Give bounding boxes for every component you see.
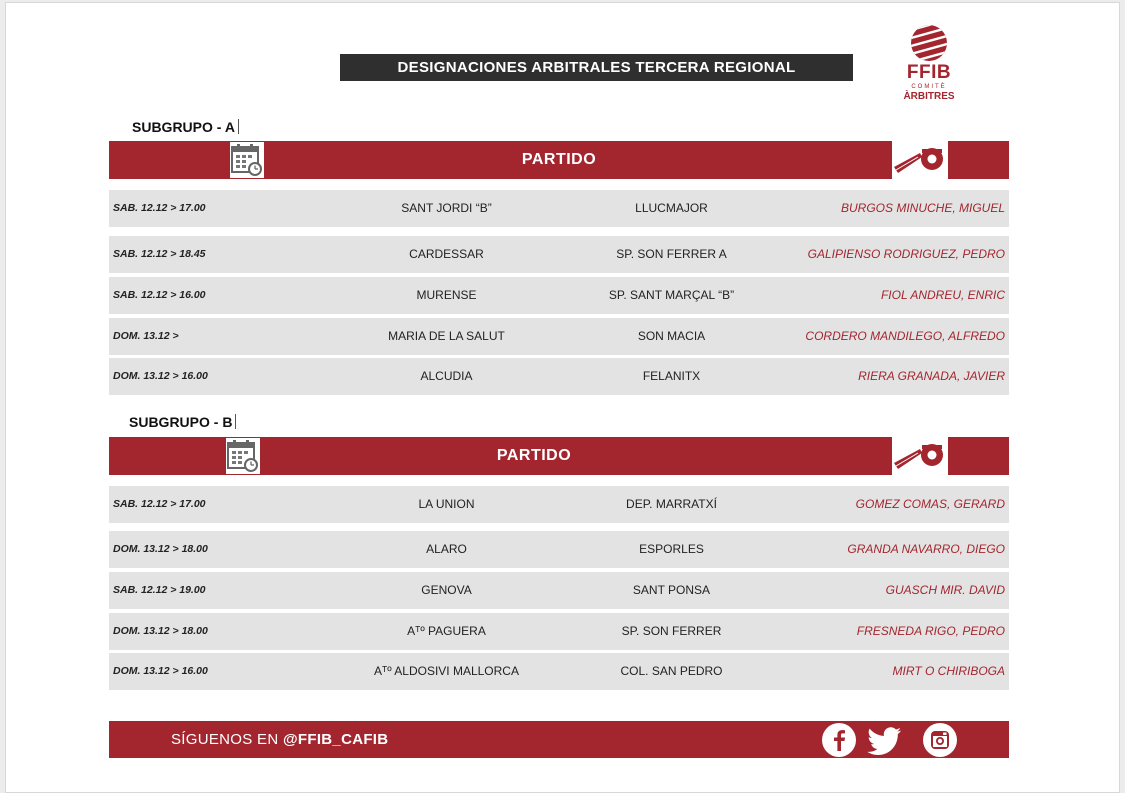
table-row [109,236,1009,273]
whistle-icon [892,141,948,179]
home-team: GENOVA [421,583,472,597]
home-team: LA UNION [418,497,475,511]
twitter-icon[interactable] [867,722,903,758]
subgroup-b-header [109,437,1009,475]
referee-name: BURGOS MINUCHE, MIGUEL [840,201,1005,215]
logo-ffib-text: FFIB [906,62,952,83]
away-team: FELANITX [642,369,701,383]
match-date: DOM. 13.12 > 18.00 [113,543,208,555]
match-date: SAB. 12.12 > 19.00 [113,584,206,596]
ffib-logo [894,24,964,106]
table-row [109,613,1009,650]
document-title [340,54,853,81]
away-team: SON MACIA [637,329,706,343]
away-team: DEP. MARRATXÍ [626,497,717,511]
facebook-icon[interactable] [821,722,857,758]
match-date: DOM. 13.12 > 18.00 [113,625,208,637]
logo-comite-text: COMITÈ [911,84,947,90]
match-date: DOM. 13.12 > 16.00 [113,665,208,677]
partido-label: PARTIDO [521,151,597,168]
instagram-icon[interactable] [922,722,958,758]
referee-name: GRANDA NAVARRO, DIEGO [847,542,1005,556]
subgroup-a-label: SUBGRUPO - A [132,119,235,135]
follow-label: SÍGUENOS EN [171,731,283,748]
social-handle[interactable]: @FFIB_CAFIB [282,731,389,748]
referee-name: GALIPIENSO RODRIGUEZ, PEDRO [807,247,1005,261]
referee-name: MIRT O CHIRIBOGA [892,664,1005,678]
subgroup-b-title [129,414,236,430]
table-row [109,318,1009,355]
referee-name: GOMEZ COMAS, GERARD [855,497,1005,511]
away-team: ESPORLES [639,542,704,556]
away-team: SP. SON FERRER A [616,247,727,261]
home-team: ALARO [426,542,467,556]
document-title-text: DESIGNACIONES ARBITRALES TERCERA REGIONAL [397,59,796,76]
home-team: MARIA DE LA SALUT [388,329,505,343]
logo-arbitres-text: ÀRBITRES [903,91,955,102]
away-team: SP. SON FERRER [621,624,722,638]
referee-name: GUASCH MIR. DAVID [885,583,1005,597]
subgroup-a-title [132,119,239,135]
home-team: SANT JORDI “B” [401,201,492,215]
text-cursor [238,119,239,134]
away-team: SP. SANT MARÇAL “B” [608,288,735,302]
referee-name: FRESNEDA RIGO, PEDRO [856,624,1005,638]
match-date: DOM. 13.12 > [113,330,179,342]
table-row [109,531,1009,568]
match-date: DOM. 13.12 > 16.00 [113,370,208,382]
table-row [109,358,1009,395]
table-row [109,190,1009,227]
away-team: COL. SAN PEDRO [620,664,723,678]
subgroup-b-label: SUBGRUPO - B [129,414,233,430]
social-footer [109,721,1009,758]
table-row [109,277,1009,314]
table-row [109,572,1009,609]
match-date: SAB. 12.12 > 18.45 [113,248,206,260]
subgroup-a-header [109,141,1009,179]
home-team: ALCUDIA [420,369,473,383]
referee-name: FIOL ANDREU, ENRIC [880,288,1005,302]
match-date: SAB. 12.12 > 16.00 [113,289,206,301]
home-team: MURENSE [416,288,477,302]
referee-name: CORDERO MANDILEGO, ALFREDO [805,329,1005,343]
whistle-icon [892,437,948,475]
partido-label: PARTIDO [496,447,572,464]
home-team: Aᵀº ALDOSIVI MALLORCA [374,664,519,678]
home-team: CARDESSAR [409,247,484,261]
away-team: LLUCMAJOR [635,201,708,215]
match-date: SAB. 12.12 > 17.00 [113,202,206,214]
referee-name: RIERA GRANADA, JAVIER [858,369,1005,383]
text-cursor [235,414,236,429]
follow-text [171,721,388,758]
home-team: Aᵀº PAGUERA [407,624,486,638]
table-row [109,486,1009,523]
match-date: SAB. 12.12 > 17.00 [113,498,206,510]
away-team: SANT PONSA [632,583,711,597]
table-row [109,653,1009,690]
